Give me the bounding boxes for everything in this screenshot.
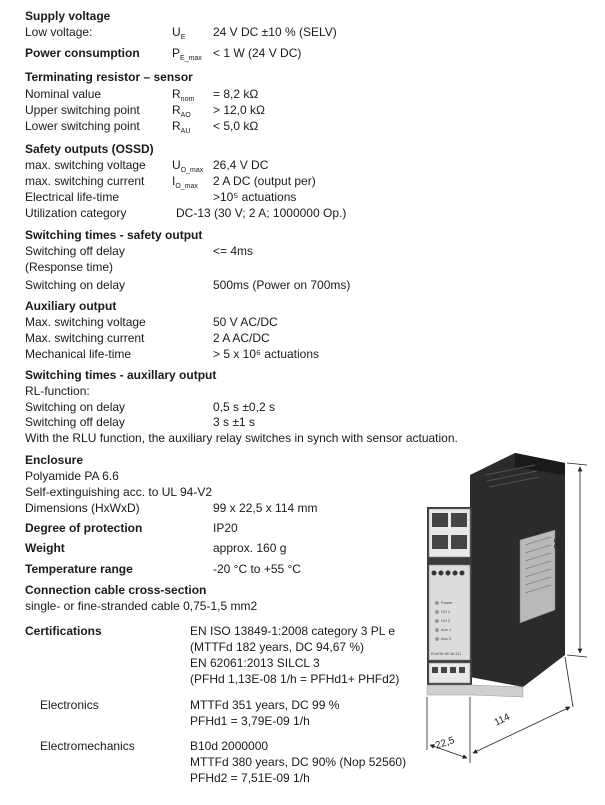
aux-heading: Auxiliary output: [25, 299, 117, 313]
temperature-label: Temperature range: [25, 562, 133, 576]
safety-value-0: 26,4 V DC: [213, 158, 269, 172]
cert-line-0: EN ISO 13849-1:2008 category 3 PL e: [190, 624, 396, 638]
aux-label-1: Max. switching current: [25, 331, 145, 345]
safety-heading: Safety outputs (OSSD): [25, 142, 154, 156]
safety-value-2: >10⁵ actuations: [213, 190, 297, 204]
electromech-line-2: PFHd2 = 7,51E-09 1/h: [190, 771, 310, 785]
aux-value-0: 50 V AC/DC: [213, 315, 278, 329]
electromech-line-0: B10d 2000000: [190, 739, 269, 753]
sw-safety-off-value: <= 4ms: [213, 244, 254, 258]
resistor-value-2: < 5,0 kΩ: [213, 119, 259, 133]
dimensions-value: 99 x 22,5 x 114 mm: [213, 501, 318, 515]
enclosure-flame: Self-extinguishing acc. to UL 94-V2: [25, 485, 212, 499]
cert-line-1: (MTTFd 182 years, DC 94,67 %): [190, 640, 365, 654]
electromechanics-label: Electromechanics: [40, 739, 135, 753]
low-voltage-label: Low voltage:: [25, 25, 93, 39]
safety-symbol-1: $I_{O\_max}$: [172, 174, 198, 190]
aux-value-2: > 5 x 10⁶ actuations: [213, 347, 320, 361]
safety-label-0: max. switching voltage: [25, 158, 146, 172]
enclosure-material: Polyamide PA 6.6: [25, 469, 119, 483]
sw-safety-on-label: Switching on delay: [25, 278, 126, 292]
utilization-value: DC-13 (30 V; 2 A; 1000000 Op.): [176, 206, 347, 220]
electromech-line-1: MTTFd 380 years, DC 90% (Nop 52560): [190, 755, 407, 769]
led-label-2: CH 2: [441, 618, 451, 623]
led-label-0: Power: [441, 600, 453, 605]
low-voltage-value: 24 V DC ±10 % (SELV): [213, 25, 337, 39]
electronics-label: Electronics: [40, 698, 99, 712]
side-label-plate: [520, 530, 555, 623]
aux-label-0: Max. switching voltage: [25, 315, 146, 329]
dimension-height-label: 99: [553, 537, 564, 549]
sw-aux-off-label: Switching off delay: [25, 415, 125, 429]
protection-label: Degree of protection: [25, 521, 143, 535]
cert-line-2: EN 62061:2013 SILCL 3: [190, 656, 320, 670]
cable-heading: Connection cable cross-section: [25, 583, 207, 597]
low-voltage-symbol: $U_E$: [172, 25, 186, 41]
electronics-line-0: MTTFd 351 years, DC 99 %: [190, 698, 340, 712]
led-label-3: Aux 1: [441, 627, 452, 632]
rlu-note: With the RLU function, the auxiliary relay switches in synch with sensor actuation.: [25, 431, 458, 445]
led-label-1: CH 1: [441, 609, 451, 614]
weight-label: Weight: [25, 541, 65, 555]
sw-aux-on-label: Switching on delay: [25, 400, 126, 414]
depth-dimension-line: [473, 707, 570, 753]
led-label-4: Aux 2: [441, 636, 452, 641]
electronics-line-1: PFHd1 = 3,79E-09 1/h: [190, 714, 310, 728]
aux-value-1: 2 A AC/DC: [213, 331, 270, 345]
weight-value: approx. 160 g: [213, 541, 287, 555]
resistor-label-0: Nominal value: [25, 87, 102, 101]
sw-aux-heading: Switching times - auxillary output: [25, 368, 217, 382]
resistor-label-1: Upper switching point: [25, 103, 140, 117]
dimension-width-label: 22,5: [434, 735, 456, 752]
dimension-depth-label: 114: [492, 711, 512, 729]
resistor-symbol-0: $R_{nom}$: [172, 87, 195, 103]
safety-label-1: max. switching current: [25, 174, 145, 188]
device-dimension-drawing: [415, 445, 600, 800]
resistor-value-0: = 8,2 kΩ: [213, 87, 259, 101]
supply-heading: Supply voltage: [25, 9, 111, 23]
cert-line-3: (PFHd 1,13E-08 1/h = PFHd1+ PHFd2): [190, 672, 400, 686]
safety-label-2: Electrical life-time: [25, 190, 120, 204]
dimensions-label: Dimensions (HxWxD): [25, 501, 140, 515]
resistor-heading: Terminating resistor – sensor: [25, 70, 193, 84]
protection-value: IP20: [213, 521, 238, 535]
rl-function-label: RL-function:: [25, 384, 90, 398]
temperature-value: -20 °C to +55 °C: [213, 562, 301, 576]
resistor-symbol-2: $R_{AU}$: [172, 119, 191, 135]
power-consumption-value: < 1 W (24 V DC): [213, 46, 302, 60]
resistor-symbol-1: $R_{AO}$: [172, 103, 191, 119]
cable-value: single- or fine-stranded cable 0,75-1,5 mm2: [25, 599, 258, 613]
sw-safety-heading: Switching times - safety output: [25, 228, 203, 242]
aux-label-2: Mechanical life-time: [25, 347, 132, 361]
safety-value-1: 2 A DC (output per): [213, 174, 316, 188]
power-consumption-label: Power consumption: [25, 46, 140, 60]
enclosure-heading: Enclosure: [25, 453, 84, 467]
safety-symbol-0: $U_{O\_max}$: [172, 158, 204, 174]
resistor-label-2: Lower switching point: [25, 119, 140, 133]
sw-safety-response-label: (Response time): [25, 260, 114, 274]
resistor-value-1: > 12,0 kΩ: [213, 103, 266, 117]
utilization-label: Utilization category: [25, 206, 127, 220]
model-label: ELMON-SE 36-121: [431, 652, 462, 656]
sw-safety-off-label: Switching off delay: [25, 244, 125, 258]
sw-safety-on-value: 500ms (Power on 700ms): [213, 278, 351, 292]
sw-aux-on-value: 0,5 s ±0,2 s: [213, 400, 275, 414]
power-consumption-symbol: $P_{E\_max}$: [172, 46, 202, 62]
certifications-heading: Certifications: [25, 624, 102, 638]
sw-aux-off-value: 3 s ±1 s: [213, 415, 255, 429]
